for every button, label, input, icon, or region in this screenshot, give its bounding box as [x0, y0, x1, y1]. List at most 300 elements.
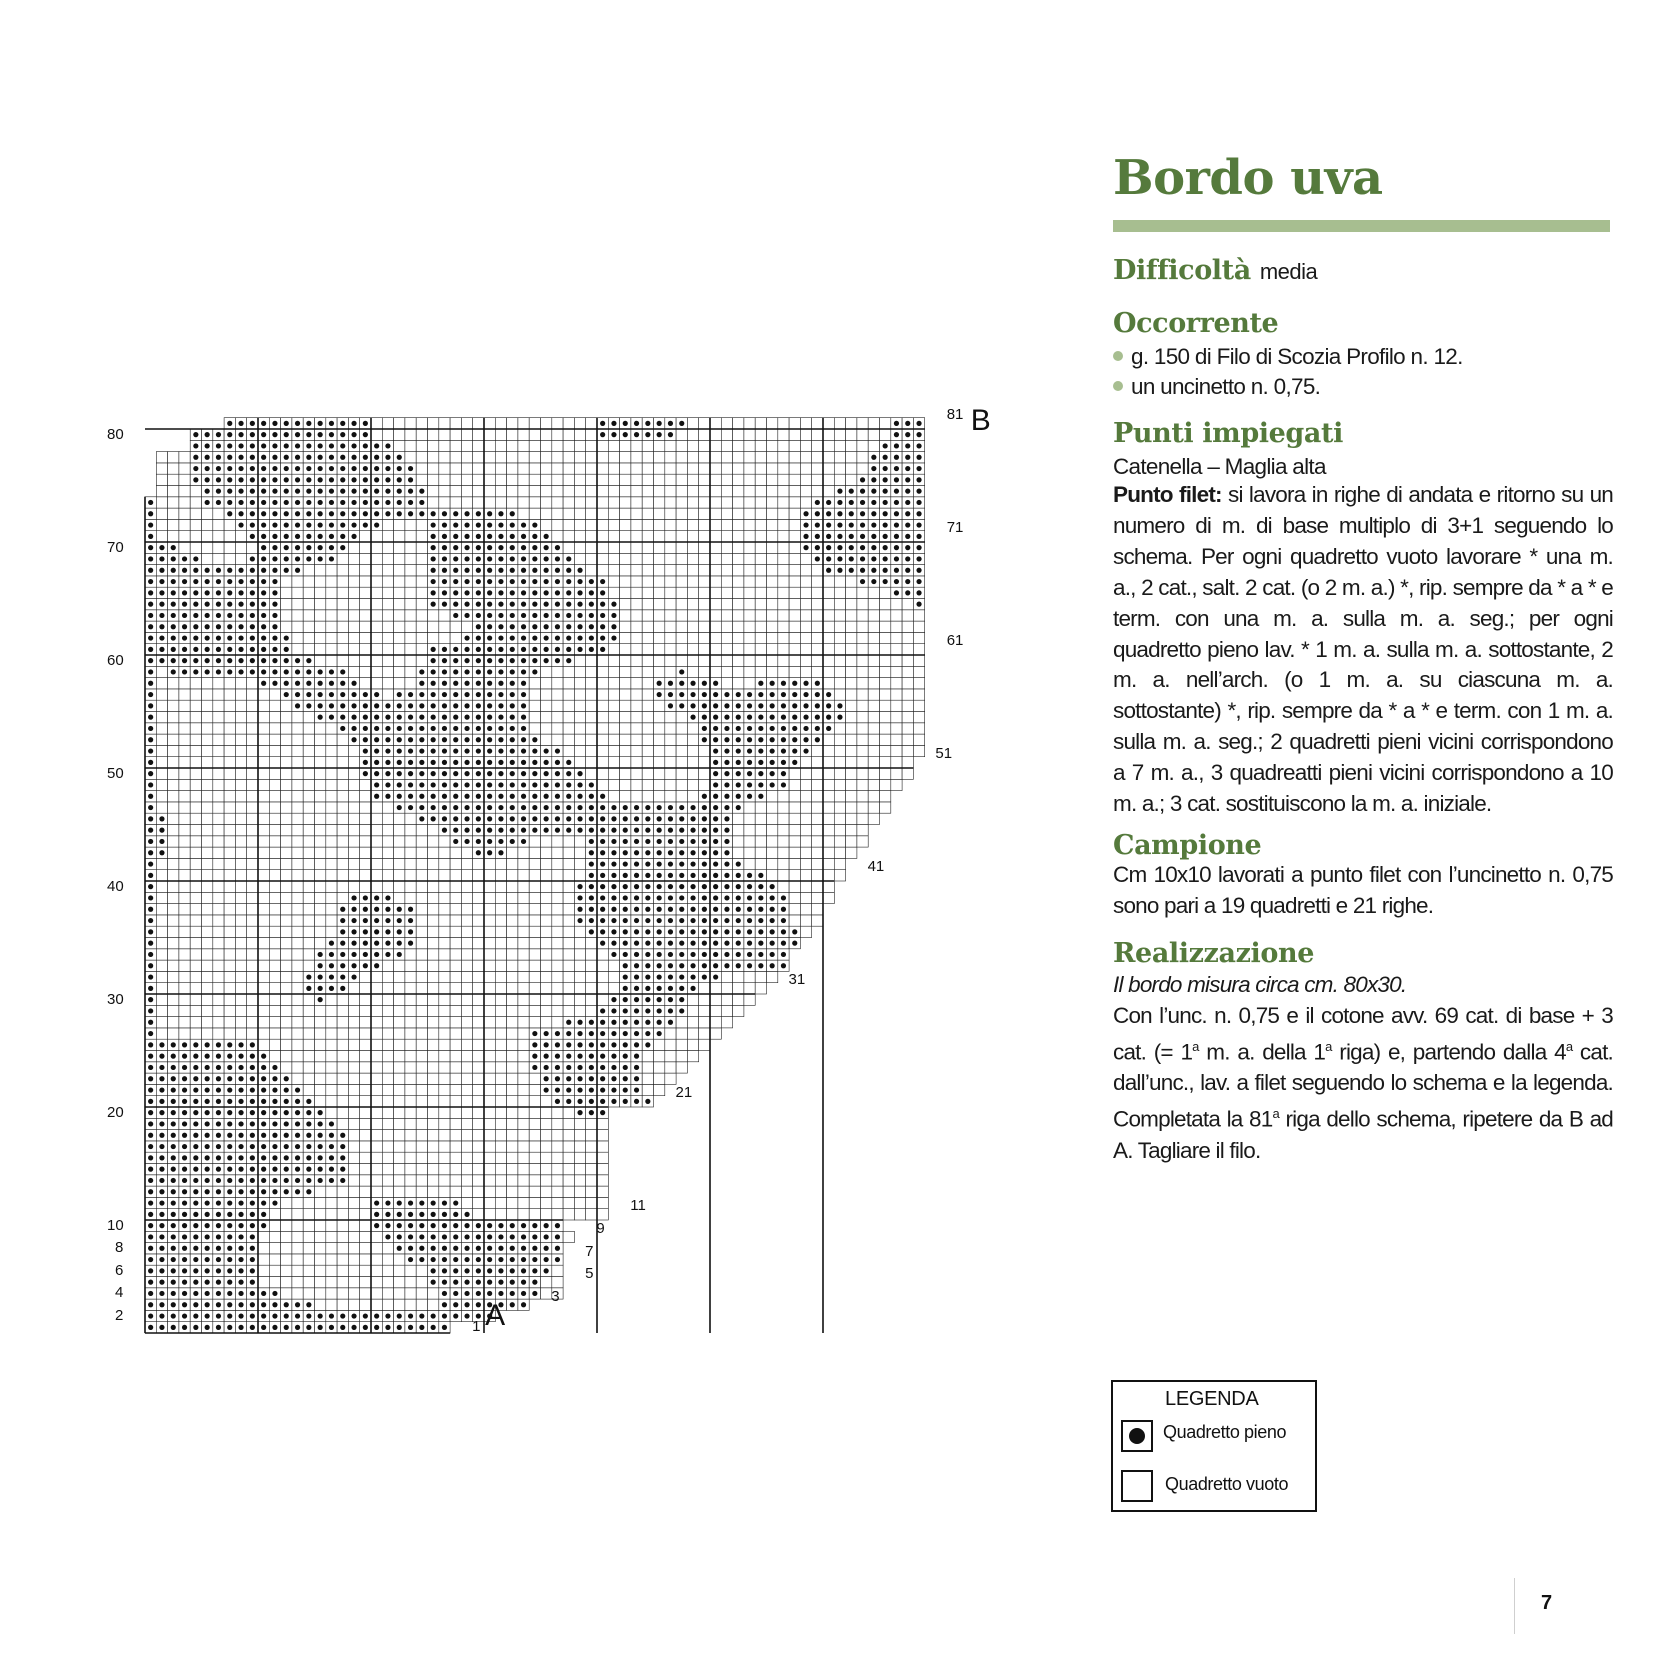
chart-filled-dot	[182, 1133, 187, 1138]
chart-cell	[812, 632, 823, 643]
chart-cell	[767, 508, 778, 519]
chart-cell	[597, 700, 608, 711]
chart-cell	[360, 1096, 371, 1107]
chart-cell	[552, 519, 563, 530]
chart-cell	[608, 565, 619, 576]
chart-filled-dot	[487, 1280, 492, 1285]
chart-cell	[156, 1028, 167, 1039]
chart-cell	[202, 926, 213, 937]
chart-cell	[857, 813, 868, 824]
chart-cell	[767, 858, 778, 869]
chart-cell	[744, 678, 755, 689]
chart-cell	[405, 1084, 416, 1095]
chart-cell	[518, 915, 529, 926]
chart-cell	[337, 745, 348, 756]
chart-cell	[857, 802, 868, 813]
chart-cell	[281, 599, 292, 610]
chart-cell	[382, 418, 393, 429]
chart-cell	[744, 858, 755, 869]
chart-filled-dot	[250, 1189, 255, 1194]
chart-cell	[416, 949, 427, 960]
chart-cell	[315, 576, 326, 587]
chart-cell	[382, 1039, 393, 1050]
chart-cell	[416, 881, 427, 892]
chart-cell	[394, 892, 405, 903]
chart-cell	[699, 486, 710, 497]
chart-cell	[416, 825, 427, 836]
chart-cell	[552, 418, 563, 429]
chart-cell	[507, 994, 518, 1005]
chart-cell	[891, 779, 902, 790]
chart-cell	[586, 452, 597, 463]
chart-cell	[394, 599, 405, 610]
chart-cell	[846, 700, 857, 711]
chart-cell	[168, 915, 179, 926]
chart-cell	[767, 542, 778, 553]
chart-cell	[631, 666, 642, 677]
chart-cell	[371, 1073, 382, 1084]
chart-cell	[778, 610, 789, 621]
chart-cell	[382, 1265, 393, 1276]
chart-cell	[461, 1152, 472, 1163]
chart-cell	[450, 429, 461, 440]
chart-cell	[563, 1209, 574, 1220]
chart-filled-dot	[521, 1223, 526, 1228]
chart-cell	[518, 994, 529, 1005]
chart-cell	[179, 452, 190, 463]
chart-cell	[880, 599, 891, 610]
chart-cell	[473, 1107, 484, 1118]
chart-cell	[800, 904, 811, 915]
chart-filled-dot	[205, 1280, 210, 1285]
chart-cell	[416, 1141, 427, 1152]
chart-cell	[450, 1118, 461, 1129]
chart-cell	[507, 1062, 518, 1073]
chart-cell	[710, 632, 721, 643]
chart-cell	[597, 949, 608, 960]
chart-cell	[563, 429, 574, 440]
chart-cell	[394, 825, 405, 836]
chart-filled-dot	[498, 1291, 503, 1296]
chart-filled-dot	[227, 1189, 232, 1194]
chart-filled-dot	[464, 1246, 469, 1251]
chart-filled-dot	[193, 1291, 198, 1296]
chart-cell	[676, 734, 687, 745]
chart-cell	[541, 938, 552, 949]
chart-cell	[190, 757, 201, 768]
chart-cell	[687, 599, 698, 610]
chart-cell	[360, 1299, 371, 1310]
chart-cell	[620, 745, 631, 756]
chart-cell	[190, 734, 201, 745]
chart-cell	[450, 418, 461, 429]
chart-cell	[281, 949, 292, 960]
chart-cell	[360, 1265, 371, 1276]
chart-filled-dot	[216, 1246, 221, 1251]
chart-cell	[179, 960, 190, 971]
chart-cell	[687, 768, 698, 779]
chart-cell	[326, 858, 337, 869]
chart-cell	[721, 565, 732, 576]
chart-cell	[642, 791, 653, 802]
chart-cell	[224, 813, 235, 824]
chart-filled-dot	[159, 1167, 164, 1172]
chart-cell	[665, 610, 676, 621]
chart-cell	[563, 700, 574, 711]
chart-cell	[541, 1277, 552, 1288]
chart-cell	[518, 971, 529, 982]
chart-cell	[348, 1107, 359, 1118]
chart-cell	[902, 757, 913, 768]
chart-cell	[168, 1005, 179, 1016]
chart-cell	[913, 666, 924, 677]
chart-filled-dot	[306, 1313, 311, 1318]
chart-filled-dot	[182, 1223, 187, 1228]
chart-cell	[586, 1141, 597, 1152]
chart-cell	[303, 994, 314, 1005]
chart-filled-dot	[261, 1313, 266, 1318]
chart-cell	[642, 689, 653, 700]
chart-cell	[360, 825, 371, 836]
chart-cell	[315, 1073, 326, 1084]
chart-filled-dot	[227, 1223, 232, 1228]
chart-cell	[303, 576, 314, 587]
chart-cell	[156, 983, 167, 994]
chart-cell	[394, 565, 405, 576]
chart-cell	[518, 429, 529, 440]
chart-filled-dot	[216, 1325, 221, 1330]
chart-cell	[529, 971, 540, 982]
chart-cell	[405, 1017, 416, 1028]
chart-cell	[224, 847, 235, 858]
chart-filled-dot	[510, 1223, 515, 1228]
chart-cell	[789, 768, 800, 779]
chart-cell	[473, 1152, 484, 1163]
chart-cell	[450, 1062, 461, 1073]
chart-cell	[281, 802, 292, 813]
chart-cell	[473, 1073, 484, 1084]
chart-cell	[902, 621, 913, 632]
chart-filled-dot	[295, 1133, 300, 1138]
chart-cell	[190, 802, 201, 813]
chart-cell	[213, 926, 224, 937]
chart-cell	[778, 429, 789, 440]
chart-filled-dot	[408, 1234, 413, 1239]
chart-cell	[868, 666, 879, 677]
chart-cell	[371, 994, 382, 1005]
chart-cell	[337, 870, 348, 881]
chart-cell	[405, 1265, 416, 1276]
chart-cell	[168, 836, 179, 847]
chart-cell	[529, 960, 540, 971]
chart-cell	[439, 1175, 450, 1186]
chart-filled-dot	[532, 1246, 537, 1251]
chart-cell	[439, 1062, 450, 1073]
chart-cell	[235, 1005, 246, 1016]
chart-cell	[394, 1073, 405, 1084]
chart-cell	[394, 870, 405, 881]
chart-cell	[597, 779, 608, 790]
chart-cell	[439, 926, 450, 937]
chart-cell	[484, 440, 495, 451]
chart-cell	[710, 666, 721, 677]
chart-cell	[473, 1164, 484, 1175]
chart-cell	[744, 429, 755, 440]
chart-cell	[315, 881, 326, 892]
chart-cell	[586, 1130, 597, 1141]
chart-filled-dot	[216, 1302, 221, 1307]
chart-filled-dot	[306, 1133, 311, 1138]
chart-cell	[518, 1209, 529, 1220]
chart-cell	[190, 519, 201, 530]
chart-cell	[326, 1209, 337, 1220]
chart-cell	[348, 632, 359, 643]
chart-cell	[654, 1062, 665, 1073]
chart-filled-dot	[532, 1280, 537, 1285]
chart-cell	[541, 1130, 552, 1141]
chart-cell	[348, 542, 359, 553]
chart-cell	[733, 971, 744, 982]
chart-cell	[563, 926, 574, 937]
chart-cell	[541, 1141, 552, 1152]
chart-cell	[857, 610, 868, 621]
chart-cell	[518, 497, 529, 508]
chart-cell	[281, 734, 292, 745]
chart-cell	[484, 1186, 495, 1197]
chart-cell	[846, 599, 857, 610]
chart-filled-dot	[227, 1234, 232, 1239]
chart-cell	[744, 497, 755, 508]
chart-cell	[608, 779, 619, 790]
chart-cell	[394, 1084, 405, 1095]
chart-cell	[405, 892, 416, 903]
chart-cell	[405, 599, 416, 610]
chart-cell	[224, 836, 235, 847]
chart-filled-dot	[250, 1268, 255, 1273]
chart-cell	[179, 870, 190, 881]
chart-cell	[574, 497, 585, 508]
chart-cell	[665, 474, 676, 485]
chart-cell	[461, 949, 472, 960]
chart-cell	[574, 1118, 585, 1129]
chart-filled-dot	[442, 1234, 447, 1239]
chart-cell	[687, 531, 698, 542]
chart-cell	[156, 768, 167, 779]
chart-cell	[450, 1084, 461, 1095]
chart-cell	[360, 1028, 371, 1039]
chart-cell	[315, 938, 326, 949]
chart-cell	[891, 632, 902, 643]
chart-filled-dot	[227, 1133, 232, 1138]
chart-cell	[608, 542, 619, 553]
chart-cell	[382, 1152, 393, 1163]
chart-cell	[586, 938, 597, 949]
chart-cell	[371, 1028, 382, 1039]
chart-cell	[823, 813, 834, 824]
chart-cell	[495, 971, 506, 982]
chart-cell	[563, 1118, 574, 1129]
chart-cell	[371, 1141, 382, 1152]
chart-cell	[439, 418, 450, 429]
chart-cell	[812, 813, 823, 824]
chart-cell	[699, 994, 710, 1005]
chart-cell	[631, 452, 642, 463]
chart-cell	[326, 1084, 337, 1095]
chart-cell	[394, 960, 405, 971]
chart-cell	[315, 1005, 326, 1016]
chart-filled-dot	[148, 1313, 153, 1318]
chart-filled-dot	[182, 1257, 187, 1262]
chart-cell	[631, 723, 642, 734]
chart-filled-dot	[295, 1167, 300, 1172]
chart-cell	[484, 1209, 495, 1220]
chart-cell	[789, 565, 800, 576]
chart-filled-dot	[397, 1246, 402, 1251]
chart-cell	[495, 994, 506, 1005]
chart-filled-dot	[498, 1268, 503, 1273]
chart-filled-dot	[227, 1200, 232, 1205]
chart-cell	[416, 892, 427, 903]
chart-cell	[292, 813, 303, 824]
chart-cell	[800, 632, 811, 643]
chart-filled-dot	[385, 1325, 390, 1330]
chart-cell	[541, 508, 552, 519]
chart-cell	[857, 689, 868, 700]
chart-cell	[597, 1118, 608, 1129]
chart-cell	[269, 813, 280, 824]
chart-cell	[642, 779, 653, 790]
chart-cell	[665, 508, 676, 519]
chart-cell	[360, 847, 371, 858]
chart-cell	[428, 1175, 439, 1186]
chart-cell	[247, 791, 258, 802]
chart-cell	[168, 452, 179, 463]
chart-cell	[800, 757, 811, 768]
chart-cell	[552, 689, 563, 700]
chart-cell	[439, 983, 450, 994]
chart-cell	[315, 1231, 326, 1242]
chart-cell	[834, 870, 845, 881]
chart-cell	[642, 678, 653, 689]
chart-cell	[405, 418, 416, 429]
chart-filled-dot	[238, 1167, 243, 1172]
chart-cell	[303, 892, 314, 903]
chart-cell	[880, 587, 891, 598]
chart-cell	[484, 949, 495, 960]
chart-cell	[631, 779, 642, 790]
chart-cell	[258, 926, 269, 937]
chart-cell	[461, 1084, 472, 1095]
chart-cell	[235, 553, 246, 564]
chart-cell	[303, 881, 314, 892]
chart-cell	[326, 892, 337, 903]
chart-cell	[202, 825, 213, 836]
chart-cell	[687, 463, 698, 474]
chart-cell	[337, 1107, 348, 1118]
chart-cell	[179, 892, 190, 903]
chart-cell	[247, 689, 258, 700]
chart-filled-dot	[284, 1325, 289, 1330]
chart-cell	[812, 791, 823, 802]
chart-filled-dot	[419, 1325, 424, 1330]
chart-cell	[518, 1118, 529, 1129]
chart-cell	[721, 587, 732, 598]
chart-cell	[789, 519, 800, 530]
chart-filled-dot	[261, 1325, 266, 1330]
chart-cell	[461, 1017, 472, 1028]
chart-cell	[224, 757, 235, 768]
chart-filled-dot	[148, 1212, 153, 1217]
chart-filled-dot	[261, 1178, 266, 1183]
chart-cell	[846, 463, 857, 474]
chart-cell	[507, 418, 518, 429]
chart-cell	[812, 429, 823, 440]
chart-cell	[326, 576, 337, 587]
chart-filled-dot	[182, 1246, 187, 1251]
chart-cell	[348, 1039, 359, 1050]
chart-cell	[235, 904, 246, 915]
chart-cell	[495, 915, 506, 926]
chart-cell	[868, 745, 879, 756]
chart-cell	[665, 745, 676, 756]
chart-cell	[179, 858, 190, 869]
chart-filled-dot	[148, 1291, 153, 1296]
chart-cell	[416, 632, 427, 643]
chart-cell	[428, 949, 439, 960]
chart-cell	[823, 666, 834, 677]
chart-cell	[247, 542, 258, 553]
chart-cell	[190, 938, 201, 949]
chart-cell	[394, 1028, 405, 1039]
chart-cell	[416, 565, 427, 576]
chart-cell	[224, 779, 235, 790]
chart-cell	[348, 1277, 359, 1288]
chart-cell	[823, 463, 834, 474]
chart-cell	[326, 813, 337, 824]
chart-cell	[586, 429, 597, 440]
chart-cell	[405, 1130, 416, 1141]
chart-cell	[846, 768, 857, 779]
chart-cell	[326, 745, 337, 756]
chart-cell	[213, 1028, 224, 1039]
chart-cell	[416, 870, 427, 881]
chart-filled-dot	[227, 1268, 232, 1273]
chart-cell	[473, 1096, 484, 1107]
chart-cell	[800, 486, 811, 497]
chart-cell	[179, 1005, 190, 1016]
chart-cell	[789, 644, 800, 655]
chart-cell	[586, 745, 597, 756]
chart-filled-dot	[171, 1167, 176, 1172]
chart-filled-dot	[193, 1280, 198, 1285]
chart-cell	[202, 723, 213, 734]
chart-cell	[733, 486, 744, 497]
chart-filled-dot	[340, 1167, 345, 1172]
chart-filled-dot	[442, 1246, 447, 1251]
chart-cell	[913, 723, 924, 734]
chart-cell	[529, 983, 540, 994]
chart-cell	[258, 1254, 269, 1265]
chart-cell	[428, 463, 439, 474]
chart-cell	[337, 1062, 348, 1073]
chart-cell	[326, 1254, 337, 1265]
chart-cell	[360, 632, 371, 643]
chart-cell	[439, 1084, 450, 1095]
chart-cell	[552, 1209, 563, 1220]
chart-cell	[224, 712, 235, 723]
chart-cell	[710, 542, 721, 553]
chart-cell	[823, 836, 834, 847]
